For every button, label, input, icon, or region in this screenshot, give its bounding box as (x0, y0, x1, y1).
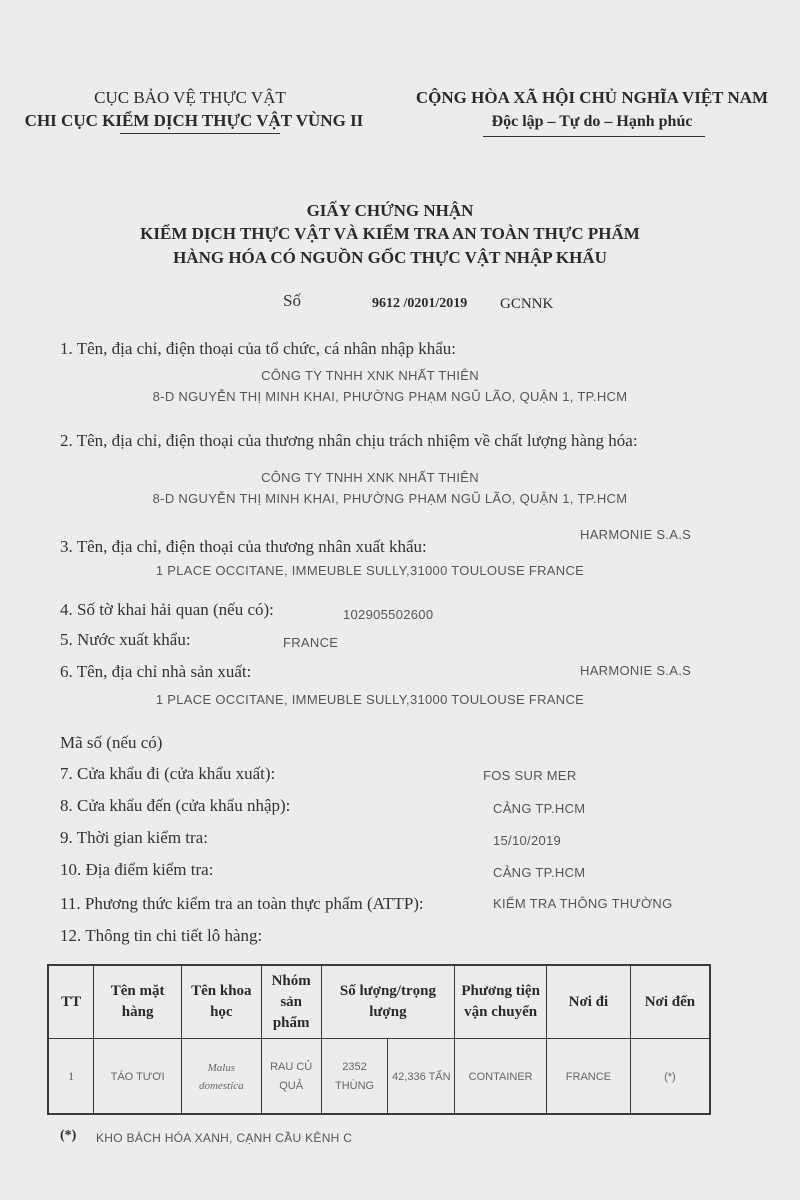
cell-tt: 1 (48, 1039, 94, 1115)
code-label: Mã số (nếu có) (60, 733, 163, 752)
field-departure-port-label: 7. Cửa khẩu đi (cửa khẩu xuất): (60, 764, 276, 783)
agency-underline (120, 133, 280, 134)
certificate-number: 9612 /0201/2019 (372, 296, 468, 311)
arrival-port: CẢNG TP.HCM (493, 801, 586, 816)
header-tt: TT (48, 965, 94, 1039)
title-line2: KIỂM DỊCH THỰC VẬT VÀ KIỂM TRA AN TOÀN THỰC PHẨM (140, 224, 640, 243)
title-line1: GIẤY CHỨNG NHẬN (306, 201, 474, 220)
header-product-group: Nhóm sản phẩm (261, 965, 321, 1039)
customs-declaration-number: 102905502600 (343, 607, 434, 622)
cell-destination: (*) (630, 1039, 710, 1115)
cell-weight: 42,336 TẤN (388, 1039, 455, 1115)
header-scientific-name: Tên khoa học (181, 965, 261, 1039)
inspection-place: CẢNG TP.HCM (493, 865, 586, 880)
export-country: FRANCE (283, 635, 339, 650)
table-header-row (48, 965, 710, 1039)
cell-origin: FRANCE (547, 1039, 631, 1115)
field-exporter-label: 3. Tên, địa chỉ, điện thoại của thương nhân xuất khẩu: (60, 537, 427, 556)
table-row (48, 1039, 710, 1115)
nation-line1: CỘNG HÒA XÃ HỘI CHỦ NGHĨA VIỆT NAM (415, 88, 769, 107)
header-destination: Nơi đến (630, 965, 710, 1039)
nation-underline (483, 136, 705, 137)
inspection-method: KIỂM TRA THÔNG THƯỜNG (493, 896, 673, 911)
field-arrival-port-label: 8. Cửa khẩu đến (cửa khẩu nhập): (60, 796, 291, 815)
quality-merchant-address: 8-D NGUYỄN THỊ MINH KHAI, PHƯỜNG PHẠM NGŨ LÃO, QUẬN 1, TP.HCM (152, 491, 628, 506)
agency-line1: CỤC BẢO VỆ THỰC VẬT (94, 88, 286, 107)
departure-port: FOS SUR MER (483, 768, 577, 783)
inspection-time: 15/10/2019 (493, 833, 562, 848)
field-inspection-place-label: 10. Địa điểm kiểm tra: (60, 860, 214, 879)
field-export-country-label: 5. Nước xuất khẩu: (60, 630, 191, 649)
header-quantity-weight: Số lượng/trọng lượng (321, 965, 455, 1039)
footnote-marker: (*) (60, 1128, 77, 1143)
header-item-name: Tên mặt hàng (94, 965, 182, 1039)
footnote-text: KHO BÁCH HÓA XANH, CẠNH CẦU KÊNH C (96, 1131, 353, 1145)
field-customs-label: 4. Số tờ khai hải quan (nếu có): (60, 600, 274, 619)
number-label: Số (283, 291, 301, 310)
title-line3: HÀNG HÓA CÓ NGUỒN GỐC THỰC VẬT NHẬP KHẨU (173, 248, 607, 267)
field-shipment-details-label: 12. Thông tin chi tiết lô hàng: (60, 926, 263, 945)
cell-item-name: TÁO TƯƠI (94, 1039, 182, 1115)
certificate-number-suffix: GCNNK (500, 296, 554, 312)
quality-merchant-name: CÔNG TY TNHH XNK NHẤT THIÊN (261, 470, 479, 485)
cell-transport: CONTAINER (455, 1039, 547, 1115)
nation-line2: Độc lập – Tự do – Hạnh phúc (491, 113, 693, 130)
header-origin: Nơi đi (547, 965, 631, 1039)
cell-product-group: RAU CỦ QUẢ (261, 1039, 321, 1115)
importer-address: 8-D NGUYỄN THỊ MINH KHAI, PHƯỜNG PHẠM NGŨ LÃO, QUẬN 1, TP.HCM (152, 389, 628, 404)
importer-name: CÔNG TY TNHH XNK NHẤT THIÊN (261, 368, 479, 383)
manufacturer-address: 1 PLACE OCCITANE, IMMEUBLE SULLY,31000 TOULOUSE FRANCE (155, 692, 585, 707)
exporter-address: 1 PLACE OCCITANE, IMMEUBLE SULLY,31000 TOULOUSE FRANCE (155, 563, 585, 578)
field-importer-label: 1. Tên, địa chỉ, điện thoại của tổ chức, cá nhân nhập khẩu: (60, 339, 456, 358)
agency-line2: CHI CỤC KIỂM DỊCH THỰC VẬT VÙNG II (24, 111, 364, 130)
field-quality-merchant-label: 2. Tên, địa chỉ, điện thoại của thương nhân chịu trách nhiệm về chất lượng hàng hóa: (60, 431, 638, 450)
shipment-table (47, 964, 711, 1115)
cell-quantity: 2352 THÙNG (321, 1039, 388, 1115)
exporter-name: HARMONIE S.A.S (580, 527, 692, 542)
cell-scientific-name: Malus domestica (181, 1039, 261, 1115)
manufacturer-name: HARMONIE S.A.S (580, 663, 692, 678)
field-inspection-method-label: 11. Phương thức kiểm tra an toàn thực phẩm (ATTP): (60, 894, 424, 913)
header-transport: Phương tiện vận chuyển (455, 965, 547, 1039)
field-manufacturer-label: 6. Tên, địa chỉ nhà sản xuất: (60, 662, 252, 681)
field-inspection-time-label: 9. Thời gian kiểm tra: (60, 828, 208, 847)
